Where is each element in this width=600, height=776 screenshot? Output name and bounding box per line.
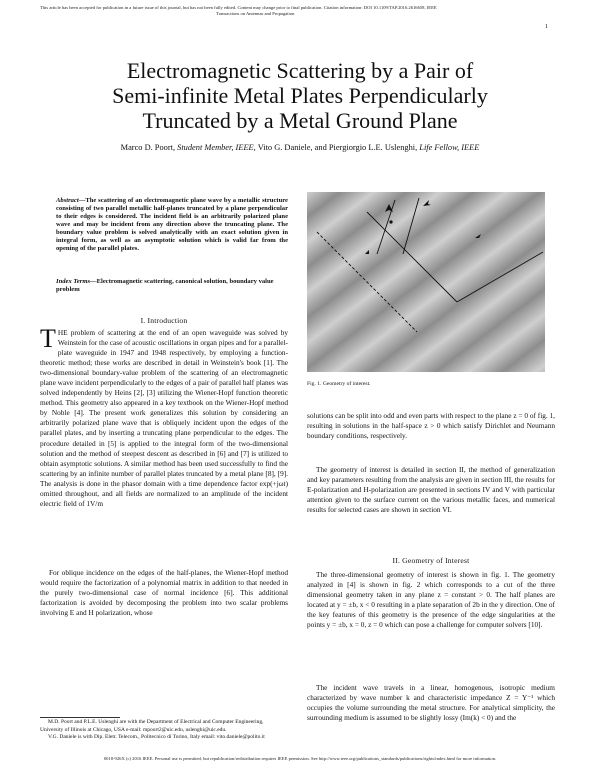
- right-paragraph-4: The incident wave travels in a linear, homogenous, isotropic medium characterized by wave number k and characteristic impedance Z = Y⁻¹ which occupies the volume surrounding the metal structure. For analytical simplicity, the surrounding medium is assumed to be slightly lossy (Im(k) < 0) and the: [307, 683, 555, 723]
- abstract: [56, 197, 288, 253]
- figure-caption: Fig. 1. Geometry of interest.: [307, 381, 371, 387]
- journal-header-note: [40, 5, 560, 17]
- header-note-line2: Transactions on Antennas and Propagation: [216, 11, 295, 16]
- author-1: Marco D. Poort,: [120, 143, 176, 152]
- geometry-illustration: [307, 192, 545, 372]
- abstract-text: —The scattering of an electromagnetic plane wave by a metallic structure consisting of two parallel metallic half-planes truncated by a plane perpendicular to their edges is considered. The incident field is an arbitrarily polarized plane wave and may be incident from any direction above the truncating plane. The boundary value problem is solved analytically with an exact solution given in integral form, as well as an asymptotic solution which is valid far from the opening of the parallel plates.: [56, 197, 288, 253]
- intro-text-1: HE problem of scattering at the end of an open waveguide was solved by Weinstein for the case of acoustic oscillations in organ pipes and for a parallel-plate waveguide in 1947 and 1948 respectively, by employing a function-theoretic method; these works are described in detail in Weinstein's book [1]. The two-dimensional boundary-value problem of the scattering of an electromagnetic plane wave incident perpendicularly to the edges of a pair of parallel half planes was solved independently by Heins [2], [3] utilizing the Wiener-Hopf function theoretic method. This geometry also appeared in a key textbook on the Wiener-Hopf method by Noble [4]. The present work generalizes this solution by considering an arbitrarily polarized plane wave that is obliquely incident upon the edges of the parallel plates, and by inserting a truncating plane perpendicular to the edges. The procedure detailed in [5] is applied to the integral form of the two-dimensional solution and the method of steepest descent as described in [6] and [7] is utilized to obtain asymptotic solutions. A similar method has been used successfully to find the scattering by an infinite number of parallel plates truncated by a metal plane [8], [9]. The analysis is done in the phasor domain with a time dependence factor exp(+jωt) omitted throughout, and all fields are normalized to an amplitude of the incident electric field of 1V/m: [40, 328, 288, 508]
- abstract-label: Abstract: [56, 197, 79, 204]
- right-paragraph-1: solutions can be split into odd and even parts with respect to the plane z = 0 of fig. 1, resulting in solutions in the half-space z > 0 which satisfy Dirichlet and Neumann boundary conditions, respectively.: [307, 411, 555, 441]
- title-line-1: Electromagnetic Scattering by a Pair of: [126, 58, 474, 83]
- author-affiliation-footnote: [40, 719, 288, 742]
- index-terms-text: —Electromagnetic scattering, canonical solution, boundary value problem: [56, 278, 274, 294]
- paper-title: [40, 58, 560, 133]
- author-conjunction: and: [314, 143, 327, 152]
- footnote-para-1: M.D. Poort and P.L.E. Uslenghi are with the Department of Electrical and Computer Engineering, University of Illinois at Chicago, USA e-mail: mpoort2@uic.edu, uslenghi@uic.edu.: [40, 719, 264, 733]
- figure-1-geometry: [307, 192, 545, 372]
- footnote-divider: [40, 717, 120, 718]
- right-paragraph-2: The geometry of interest is detailed in section II, the method of generalization and key parameters resulting from the analysis are given in section III, the results for E-polarization and H-polarization are presented in sections IV and V with particular attention given to the surface current on the various metallic faces, and numerical results for selected cases are shown in section VI.: [307, 465, 555, 515]
- section-heading-geometry: II. Geometry of Interest: [392, 556, 470, 565]
- author-3-role: Life Fellow, IEEE: [419, 143, 480, 152]
- title-line-2: Semi-infinite Metal Plates Perpendicularly: [112, 83, 488, 108]
- page-number: 1: [545, 24, 548, 30]
- right-paragraph-3: The three-dimensional geometry of interest is shown in fig. 1. The geometry analyzed in [4] is shown in fig. 2 which corresponds to a cut of the three dimensional geometry taken in any plane z = constant > 0. The half planes are located at y = ±b, x < 0 resulting in a plate separation of 2b in the y direction. One of the key features of this geometry is the presence of the edge singularities at the points y = ±b, x = 0, z = 0 which can pose a challenge for computer solvers [10].: [307, 570, 555, 630]
- origin-dot-icon: [389, 220, 392, 223]
- author-list: [40, 143, 560, 152]
- index-terms-label: Index Terms: [56, 278, 91, 285]
- intro-paragraph-1: [40, 324, 288, 509]
- drop-cap: T: [40, 324, 56, 353]
- author-2: Vito G. Daniele,: [257, 143, 313, 152]
- footnote-para-2: V.G. Daniele is with Dip. Eletr. Telecom., Politecnico di Torino, Italy email: vito.daniele@polito.it: [48, 734, 265, 740]
- index-terms: [56, 278, 288, 294]
- author-3: Piergiorgio L.E. Uslenghi,: [328, 143, 418, 152]
- intro-paragraph-2: For oblique incidence on the edges of the half-planes, the Wiener-Hopf method would require the factorization of a polynomial matrix in addition to that needed in the purely two-dimensional case of normal incidence [6]. This additional factorization is avoided by decomposing the problem into two scalar problems involving E and H polarization, whose: [40, 568, 288, 618]
- section-heading-introduction: I. Introduction: [140, 316, 188, 325]
- title-line-3: Truncated by a Metal Ground Plane: [142, 108, 458, 133]
- header-note-line1: This article has been accepted for publication in a future issue of this journal, but has not been fully edited. Content may change prior to final publication. Citation information: DOI 10.1109/TAP.2016.2616658, IEEE: [40, 5, 437, 10]
- author-1-role: Student Member, IEEE,: [177, 143, 256, 152]
- copyright-footer: 0018-926X (c) 2016 IEEE. Personal use is permitted, but republication/redistribution requires IEEE permission. See http://www.ieee.org/publications_standards/publications/rights/index.html for more information.: [103, 756, 497, 761]
- wave-field-background: [307, 192, 545, 372]
